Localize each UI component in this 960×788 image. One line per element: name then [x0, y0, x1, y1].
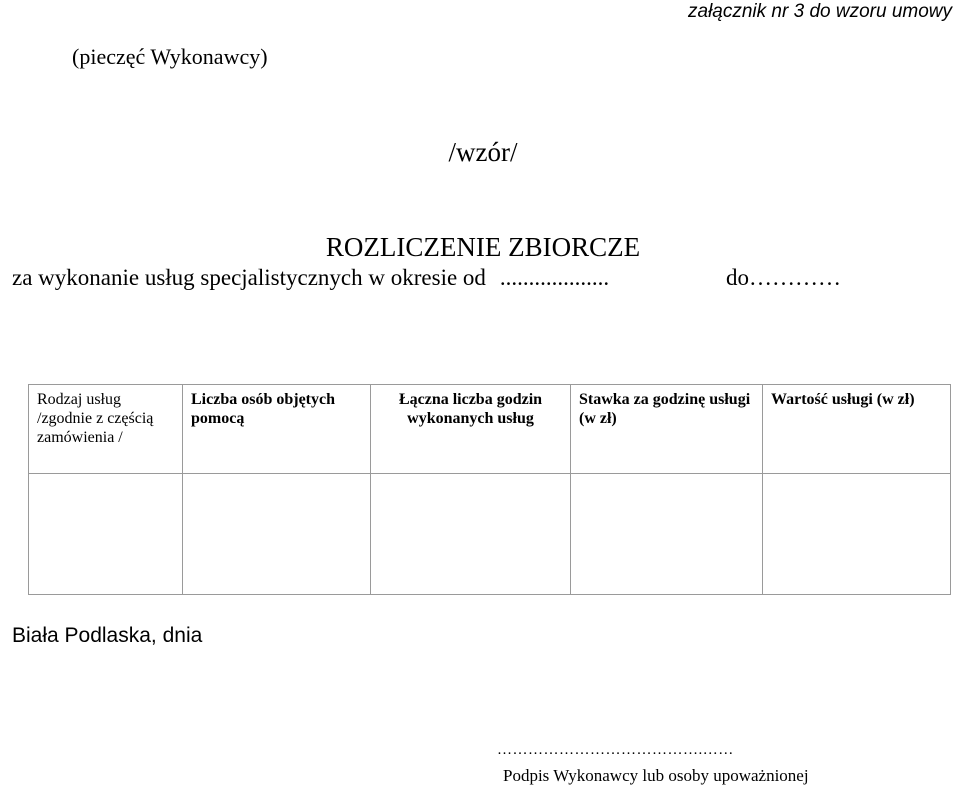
- header-service-type-line: zamówienia /: [37, 429, 123, 447]
- period-from-dots: ...................: [499, 265, 610, 290]
- place-date-label: Biała Podlaska, dnia: [12, 624, 203, 647]
- period-to-label: do: [726, 265, 749, 290]
- template-mark: /wzór/: [448, 137, 518, 167]
- signature-label: Podpis Wykonawcy lub osoby upoważnionej: [503, 766, 809, 785]
- period-prefix: za wykonanie usług specjalistycznych w okresie od: [12, 265, 486, 290]
- header-service-type: [29, 385, 183, 474]
- cell-service-value[interactable]: [763, 474, 951, 595]
- header-service-type-line: Rodzaj usług: [37, 391, 121, 408]
- cell-people-count[interactable]: [183, 474, 371, 595]
- cell-total-hours[interactable]: [371, 474, 571, 595]
- header-hourly-rate: Stawka za godzinę usługi (w zł): [571, 385, 763, 474]
- table-header-row: [29, 385, 951, 474]
- period-to: [726, 265, 841, 291]
- table-row: [29, 474, 951, 595]
- period-line: [12, 265, 841, 291]
- header-people-count: Liczba osób objętych pomocą: [183, 385, 371, 474]
- document-title: ROZLICZENIE ZBIORCZE: [325, 232, 641, 262]
- cell-service-type[interactable]: [29, 474, 183, 595]
- header-service-value: Wartość usługi (w zł): [763, 385, 951, 474]
- settlement-table: [28, 384, 951, 595]
- signature-line: ………………………………….……: [497, 742, 734, 758]
- header-service-type-line: /zgodnie z częścią: [37, 410, 154, 428]
- period-to-dots: …………: [749, 265, 841, 290]
- header-total-hours: Łączna liczba godzin wykonanych usług: [371, 385, 571, 474]
- contractor-stamp-label: (pieczęć Wykonawcy): [72, 44, 268, 69]
- annex-note: załącznik nr 3 do wzoru umowy: [688, 1, 952, 22]
- cell-hourly-rate[interactable]: [571, 474, 763, 595]
